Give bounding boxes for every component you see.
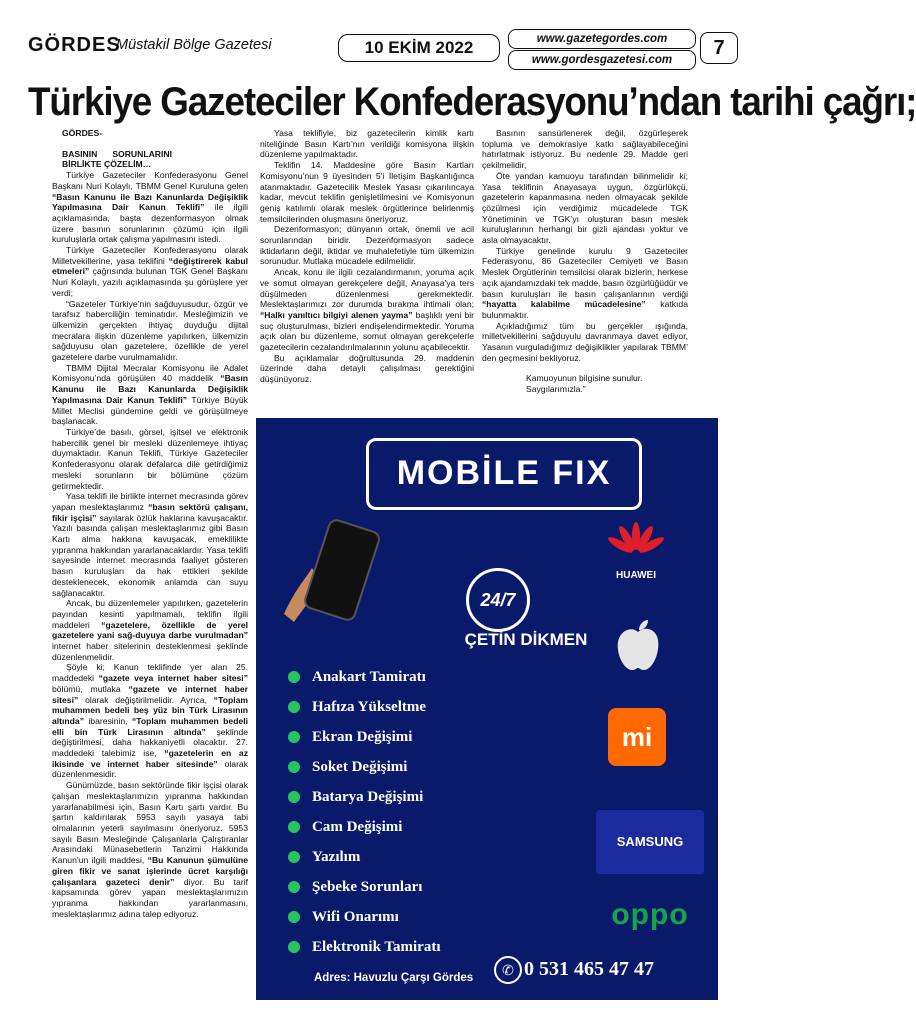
service-label: Soket Değişimi (312, 759, 408, 775)
paragraph-text: Türkiye Gazeteciler Konfederasyonu Genel Başkanı Nuri Kolaylı, TBMM Genel Kuruluna gelen (52, 170, 248, 191)
section-title: BASININ SORUNLARINI BİRLİKTE ÇÖZELİM… (62, 148, 172, 170)
service-item (284, 782, 584, 812)
bullet-icon (288, 701, 300, 713)
paper-subtitle: Müstakil Bölge Gazetesi (116, 37, 272, 53)
ad-owner-name: ÇETİN DİKMEN (464, 630, 588, 649)
mi-logo: mi (608, 708, 666, 766)
masthead (28, 28, 725, 74)
bullet-icon (288, 761, 300, 773)
service-label: Cam Değişimi (312, 819, 403, 835)
paragraph-text: Teklifin 14. Maddesine göre Basın Kartları Komisyonu’nun 9 üyesinden 5’i İletişim Başkanlığınca atanmaktadır. Gazetecilik Meslek Yasası çıkarılıncaya kadar, mevcut teklifin genişletilmesini ve Komisyonun geniş katılımlı olarak meslek örgütlerince belirlenmiş temsilcilerinden oluşmasını öneriyoruz. (260, 160, 474, 224)
service-item (284, 872, 584, 902)
bullet-icon (288, 821, 300, 833)
website-link-2[interactable]: www.gordesgazetesi.com (508, 50, 696, 70)
bold-quote: “gazete ve internet haber sitesi” (52, 683, 248, 705)
bold-quote: “Toplam muhammen bedeli beş yüz bin Türk Lirasının altında” (52, 694, 248, 726)
bold-quote: “Basın Kanunu ile Bazı Kanunlarda Değişiklik Yapılmasına Dair Kanun Teklifi” (52, 191, 248, 213)
service-item (284, 812, 584, 842)
service-item (284, 722, 584, 752)
huawei-label: HUAWEI (616, 570, 656, 581)
samsung-logo: SAMSUNG (596, 810, 704, 874)
service-label: Anakart Tamiratı (312, 669, 426, 685)
service-label: Wifi Onarımı (312, 909, 399, 925)
paragraph (482, 246, 688, 321)
bold-quote: “Bu Kanunun şümulüne giren fikir ve sanat işlerinde ücret karşılığı çalışanlara gazeteci denir” (52, 855, 248, 887)
service-label: Yazılım (312, 849, 361, 865)
huawei-logo (606, 522, 666, 581)
paragraph (52, 299, 248, 363)
apple-logo-icon (612, 618, 664, 674)
paragraph-text: sayılarak özlük haklarına kavuşacaktır. Yazılı basında çalışan meslektaşlarımız gibi Basın Kartı alma hakkına kavuşacak, emeklilikte yıpranma hakkından yararlanacaklardır. Yasa teklifi sayesinde internet mecrasında faaliyet gösteren basın kuruluşları da hak ettikleri şekilde desteklenecek, ekonomik anlamda can suyu sağlanacaktır. (52, 512, 248, 598)
service-label: Ekran Değişimi (312, 729, 413, 745)
paragraph-text: Günümüzde, basın sektöründe fikir işçisi olarak çalışan meslektaşlarımızın yıpranma hakkından yararlanabilmesi için, Basın Kartı şartı vardır. Bu şartın kaldırılarak 5953 sayılı yasaya tabi olmalarının yeterli sayılmasını öneriyoruz. 5953 sayılı Basın Mesleğinde Çalışanlarla Çalıştıranlar Arasındaki Münasebetlerin Tanzimi Hakkında Kanun’un ilgili maddesi, (52, 780, 248, 866)
service-list (284, 662, 584, 962)
paragraph (52, 427, 248, 491)
service-item (284, 692, 584, 722)
paragraph-text: katkıda bulunmaktır. (482, 299, 688, 320)
paragraph-text: Türkiye genelinde kurulu 9 Gazeteciler Federasyonu, 86 Gazeteciler Cemiyeti ve Basın Meslek Örgütlerinin temsilcisi olarak bizlerin, herkese açık ajandamızdaki tek madde, basın özgürlüğüdür ve basın kuruluşları ile basın çalışanlarının verdiği (482, 245, 688, 299)
mobile-fix-advertisement (256, 418, 718, 1000)
paragraph-text: Bu açıklamalar doğrultusunda 29. maddenin üzerinde daha detaylı çalışılması gerektiğini düşünüyoruz. (260, 352, 474, 385)
bold-quote: “hayatta kalabilme mücadelesine” (482, 299, 646, 310)
bullet-icon (288, 941, 300, 953)
service-label: Elektronik Tamiratı (312, 939, 441, 955)
paragraph-text: Türkiye Gazeteciler Konfederasyonu olarak Milletvekillerine, yasa teklifini (52, 245, 248, 266)
paragraph (52, 491, 248, 598)
bullet-icon (288, 851, 300, 863)
service-item (284, 842, 584, 872)
24-7-badge: 24/7 (466, 568, 530, 632)
paragraph-text: Türkiye Büyük Millet Meclisi gündemine geldi ve görüşülmeye başlanacak. (52, 394, 248, 427)
huawei-petals-icon (609, 522, 663, 562)
bold-quote: “Basın Kanunu ile Bazı Kanunlarda Değişiklik Yapılmasına Dair Kanun Teklifi” (52, 373, 248, 405)
paragraph-text: başlıklı yeni bir suç oluşturulması, bizleri endişelendirmektedir. Yoruma açık olan bu düzenleme, somut olmayan gerekçelerle gazetecilerin cezalandırılmalarının yolunu açabilecektir. (260, 309, 474, 353)
paragraph (260, 353, 474, 385)
service-label: Hafıza Yükseltme (312, 699, 427, 715)
smartphone-icon (276, 518, 386, 628)
bullet-icon (288, 881, 300, 893)
paragraph (260, 160, 474, 224)
paragraph-text: şeklinde değiştirilmesi, daha hakkaniyetli olacaktır. 27. maddedeki talebimiz ise, (52, 726, 248, 759)
bold-quote: “gazetelere, özellikle de yerel gazetelere yani sağ-duyuya darbe vurulmadan” (52, 619, 249, 641)
bold-quote: “gazete veya internet haber sitesi” (98, 673, 248, 684)
page-number: 7 (700, 32, 738, 64)
websites (508, 28, 694, 70)
bold-quote: “basın sektörü çalışanı, fikir işçisi” (52, 501, 249, 523)
dateline: GÖRDES- (62, 128, 103, 138)
headline: Türkiye Gazeteciler Konfederasyonu’ndan tarihi çağrı; (28, 80, 916, 124)
whatsapp-icon: ✆ (494, 956, 522, 984)
closing-line-2: Saygılarımızla.” (526, 384, 586, 395)
bold-quote: “Halkı yanıltıcı bilgiyi alenen yayma” (260, 309, 413, 320)
paragraph-text: olarak değiştirilmelidir. Ayrıca, (78, 694, 214, 705)
paragraph-text: TBMM Dijital Mecralar Komisyonu ile Adalet Komisyonu’nda görüşülen 40 maddelik (52, 362, 248, 384)
paragraph-text: Türkiye’de basılı, görsel, işitsel ve elektronik habercilik genel bir mesleki düzenlemeye ihtiyaç duymaktadır. Kanun Teklifi, Türkiye Gazeteciler Konfederasyonu olarak defalarca dile getirdiğimiz mesleki sorunların bir bölümüne çözüm getirmektedir. (52, 426, 248, 491)
paragraph (482, 171, 688, 246)
service-item (284, 752, 584, 782)
service-label: Batarya Değişimi (312, 789, 424, 805)
paragraph-text: internet haber sitelerinin desteklenmesi şeklinde düzenlenmelidir. (52, 641, 248, 662)
issue-date: 10 EKİM 2022 (338, 34, 500, 62)
paragraph-text: Yasa teklifi ile birlikte internet mecrasında görev yapan meslektaşlarımız (52, 491, 248, 512)
ad-phone-number: 0 531 465 47 47 (524, 958, 654, 980)
paragraph-text: olarak düzenlenmesidir. (52, 758, 249, 780)
paragraph (52, 598, 248, 662)
paragraph (52, 662, 248, 780)
paper-name: GÖRDES (28, 34, 121, 56)
paragraph (482, 128, 688, 171)
bold-quote: “Toplam muhammen bedeli elli bin Türk Lirasının altında” (52, 715, 248, 737)
paragraph (52, 363, 248, 427)
paragraph (52, 245, 248, 299)
service-item (284, 662, 584, 692)
paragraph-text: Yasa teklifiyle, biz gazetecilerin kimlik kartı niteliğinde Basın Kartı’nın verildiği komisyona ilişkin düzenleme yapılmaktadır. (260, 128, 474, 160)
bold-quote: “değiştirerek kabul etmeleri” (52, 255, 248, 277)
bullet-icon (288, 731, 300, 743)
service-item (284, 902, 584, 932)
closing-line-1: Kamuoyunun bilgisine sunulur. (526, 373, 643, 384)
paragraph-text: ile ilgili açıklamasında, başta dezenformasyon olmak üzere basının sorunlarının çözümü için ilgili kuruluşlarla ortak çalışma yapılmasını istedi. (52, 202, 248, 245)
paragraph-text: Dezenformasyon; dünyanın ortak, önemli ve acil sorunlarından biridir. Dezenformasyon sadece iktidarların değil, iktidar ve muhalefetiyle tüm ülkemizin sorunudur. Mutlaka mücadele edilmelidir. (260, 224, 474, 267)
paragraph-text: Açıkladığımız tüm bu gerçekler ışığında, milletvekillerini sağduyulu davranmaya davet ediyor, Yasanın vurguladığımız değişiklikler yapılarak TBMM’ den geçmesini bekliyoruz. (482, 320, 688, 363)
paragraph (482, 321, 688, 364)
paragraph (52, 780, 248, 919)
paragraph-text: çağrısında bulunan TGK Genel Başkanı Nuri Kolaylı, yazılı açıklamasında şu görüşlere yer verdi; (52, 266, 248, 298)
article-column-1 (52, 128, 248, 1008)
paragraph (52, 170, 248, 245)
service-label: Şebeke Sorunları (312, 879, 423, 895)
paragraph-text: bölümü, mutlaka (52, 683, 129, 694)
bullet-icon (288, 791, 300, 803)
paragraph-text: Şöyle ki; Kanun teklifinde yer alan 25. maddedeki (52, 662, 248, 684)
paragraph (260, 224, 474, 267)
ad-logo: MOBİLE FIX (366, 438, 642, 510)
website-link-1[interactable]: www.gazetegordes.com (508, 29, 696, 49)
column-1-body (52, 170, 248, 919)
bullet-icon (288, 911, 300, 923)
bullet-icon (288, 671, 300, 683)
paragraph-text: “Gazeteler Türkiye’nin sağduyusudur, özgür ve tarafsız haberciliğin teminatıdır. Mesleğimizin ve ülkemizin gerçekten ihtiyaç duyduğu dijital mecralara ilişkin düzenleme yapılırken, ülkemizin sağduyusu olan gazetelere, özellikle de yerel gazetelere darbe vurulmamalıdır. (52, 298, 248, 363)
paragraph-text: ibaresinin, (84, 715, 132, 726)
paragraph-text: Ancak, bu düzenlemeler yapılırken, gazetelerin payından kesinti yapılmamalı, teklifin ilgili maddeleri (52, 598, 248, 630)
paragraph (260, 267, 474, 353)
article-column-2 (260, 128, 474, 416)
article-column-3 (482, 128, 688, 416)
oppo-logo: oppo (611, 898, 689, 931)
paragraph-text: Ancak, konu ile ilgili cezalandırmanın, yoruma açık ve somut olmayan gerekçelere değil, Anayasa’ya ters düşülmeden düzenlenmesi gerekmektedir. Meslektaşlarımızı zor durumda bırakma ihtimali olan; (260, 267, 474, 310)
paragraph (260, 128, 474, 160)
bold-quote: “gazetelerin en az ikisinde ve internet haber sitesinde” (52, 748, 248, 769)
paragraph-text: diyor. Bu tarif kapsamında görev yapan meslektaşlarımızın yıpranma hakkından yararlanmasını, meslektaşlarımız adına talep ediyoruz. (52, 876, 248, 919)
paragraph-text: Basının sansürlenerek değil, özgürleşerek topluma ve demokrasiye katkı sağlayabileceğini hatırlatmak istiyoruz. Bu nedenle 29. Madde geri çekilmelidir, (482, 128, 688, 171)
ad-address: Adres: Havuzlu Çarşı Gördes (314, 972, 474, 984)
paragraph-text: Öte yandan kamuoyu tarafından bilinmelidir ki; Yasa teklifinin Anayasaya uygun, özgürlükçü, gazetelerin kapanmasına neden olmayacak şekilde çözülmesi için verdiğimiz mücadelede TGK Yönetiminin ve TGK’yı oluşturan basın meslek kuruluşlarının herhangi bir gizli ajandası yoktur ve asla olmayacaktır. (482, 170, 688, 246)
